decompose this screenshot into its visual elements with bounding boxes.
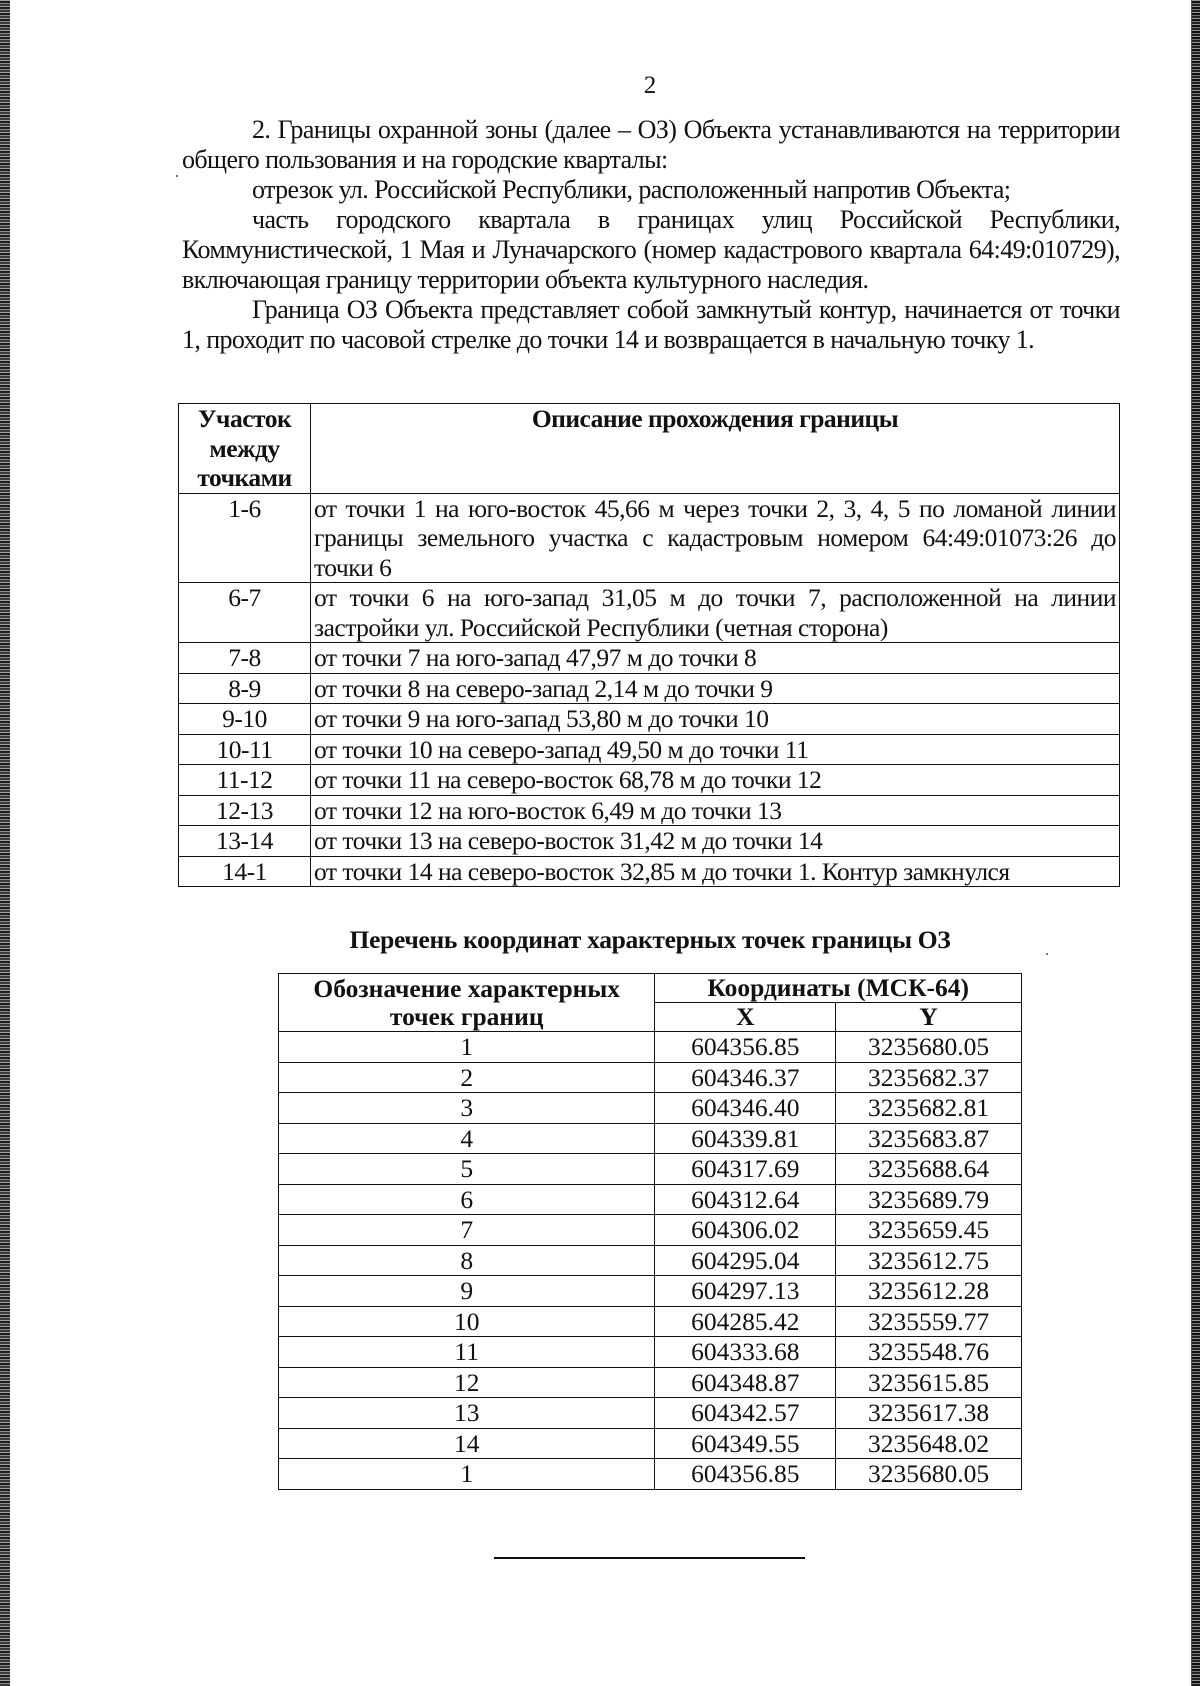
y-cell: 3235680.05 [836,1032,1022,1063]
paragraph-street-segment: отрезок ул. Российской Республики, расположенный напротив Объекта; [252,175,1011,204]
x-cell: 604312.64 [655,1184,836,1215]
y-cell: 3235688.64 [836,1154,1022,1185]
point-cell: 11 [279,1337,655,1368]
point-cell: 14 [279,1428,655,1459]
table-row [279,1123,1022,1154]
table-row [179,643,1120,674]
boundary-description-table [178,403,1120,887]
description-cell: от точки 1 на юго-восток 45,66 м через точки 2, 3, 4, 5 по ломаной линии границы земельного участка с кадастровым номером 64:49:01073:26 до точки 6 [311,493,1120,583]
segment-cell: 7-8 [179,643,311,674]
table-row [279,1032,1022,1063]
point-cell: 9 [279,1276,655,1307]
table-row [279,1276,1022,1307]
page-number: 2 [643,72,657,99]
point-cell: 6 [279,1184,655,1215]
description-cell: от точки 9 на юго-запад 53,80 м до точки 10 [311,704,1120,735]
description-cell: от точки 13 на северо-восток 31,42 м до точки 14 [311,826,1120,857]
description-cell: от точки 14 на северо-восток 32,85 м до точки 1. Контур замкнулся [311,856,1120,887]
segment-cell: 1-6 [179,493,311,583]
scan-speck [1046,953,1048,955]
table-row [279,1245,1022,1276]
segment-cell: 11-12 [179,765,311,796]
end-of-document-rule [494,1557,805,1559]
y-cell: 3235689.79 [836,1184,1022,1215]
description-cell: от точки 11 на северо-восток 68,78 м до точки 12 [311,765,1120,796]
segment-cell: 6-7 [179,583,311,643]
y-cell: 3235682.81 [836,1093,1022,1124]
description-cell: от точки 8 на северо-запад 2,14 м до точки 9 [311,673,1120,704]
segment-cell: 14-1 [179,856,311,887]
table-row [179,765,1120,796]
table-row [179,583,1120,643]
segment-cell: 12-13 [179,795,311,826]
column-header-point: Обозначение характерных точек границ [279,974,655,1032]
point-cell: 7 [279,1215,655,1246]
table-row [279,1184,1022,1215]
table-row [179,704,1120,735]
x-cell: 604285.42 [655,1306,836,1337]
body-text [182,115,1120,355]
x-cell: 604356.85 [655,1459,836,1490]
x-cell: 604317.69 [655,1154,836,1185]
segment-cell: 8-9 [179,673,311,704]
scan-edge-right [1191,0,1200,1686]
table-row [179,856,1120,887]
table-row [279,1459,1022,1490]
x-cell: 604339.81 [655,1123,836,1154]
table-row [179,795,1120,826]
segment-cell: 10-11 [179,734,311,765]
column-header-coordinates: Координаты (МСК-64) [655,974,1022,1003]
column-header-segment: Участок между точками [179,404,311,494]
x-cell: 604297.13 [655,1276,836,1307]
y-cell: 3235615.85 [836,1367,1022,1398]
table-row [279,1093,1022,1124]
table-row [179,493,1120,583]
point-cell: 8 [279,1245,655,1276]
table-row [179,673,1120,704]
x-cell: 604348.87 [655,1367,836,1398]
scan-speck [176,175,178,177]
y-cell: 3235612.28 [836,1276,1022,1307]
y-cell: 3235548.76 [836,1337,1022,1368]
x-cell: 604346.40 [655,1093,836,1124]
table-row [279,1306,1022,1337]
point-cell: 4 [279,1123,655,1154]
y-cell: 3235683.87 [836,1123,1022,1154]
table-row [279,1367,1022,1398]
table-row [279,1154,1022,1185]
coordinates-title: Перечень координат характерных точек границы ОЗ [349,925,951,954]
y-cell: 3235648.02 [836,1428,1022,1459]
x-cell: 604356.85 [655,1032,836,1063]
segment-cell: 9-10 [179,704,311,735]
point-cell: 13 [279,1398,655,1429]
segment-cell: 13-14 [179,826,311,857]
table-row [179,734,1120,765]
point-cell: 2 [279,1062,655,1093]
x-cell: 604333.68 [655,1337,836,1368]
x-cell: 604295.04 [655,1245,836,1276]
x-cell: 604306.02 [655,1215,836,1246]
column-header-y: Y [836,1003,1022,1032]
description-cell: от точки 7 на юго-запад 47,97 м до точки 8 [311,643,1120,674]
point-cell: 5 [279,1154,655,1185]
y-cell: 3235682.37 [836,1062,1022,1093]
table-row [279,1215,1022,1246]
description-cell: от точки 10 на северо-запад 49,50 м до точки 11 [311,734,1120,765]
y-cell: 3235559.77 [836,1306,1022,1337]
table-header-row [279,974,1022,1003]
table-row [279,1428,1022,1459]
table-row [279,1398,1022,1429]
paragraph-contour: Граница ОЗ Объекта представляет собой замкнутый контур, начинается от точки 1, проходит по часовой стрелке до точки 14 и возвращается в начальную точку 1. [182,295,1120,354]
table-row [279,1337,1022,1368]
y-cell: 3235680.05 [836,1459,1022,1490]
point-cell: 1 [279,1032,655,1063]
column-header-x: X [655,1003,836,1032]
description-cell: от точки 12 на юго-восток 6,49 м до точки 13 [311,795,1120,826]
y-cell: 3235659.45 [836,1215,1022,1246]
scan-edge-left [0,0,10,1686]
y-cell: 3235612.75 [836,1245,1022,1276]
point-cell: 1 [279,1459,655,1490]
point-cell: 3 [279,1093,655,1124]
table-header-row [179,404,1120,494]
y-cell: 3235617.38 [836,1398,1022,1429]
table-row [179,826,1120,857]
point-cell: 10 [279,1306,655,1337]
paragraph-city-block: часть городского квартала в границах улиц Российской Республики, Коммунистической, 1 Мая и Луначарского (номер кадастрового квартала 64:49:010729), включающая границу территории объекта культурного наследия. [182,205,1120,294]
coordinates-table [278,973,1022,1490]
point-cell: 12 [279,1367,655,1398]
x-cell: 604349.55 [655,1428,836,1459]
column-header-description: Описание прохождения границы [311,404,1120,494]
x-cell: 604346.37 [655,1062,836,1093]
table-row [279,1062,1022,1093]
paragraph-zone-boundaries: 2. Границы охранной зоны (далее – ОЗ) Объекта устанавливаются на территории общего пользования и на городские кварталы: [182,115,1120,174]
x-cell: 604342.57 [655,1398,836,1429]
description-cell: от точки 6 на юго-запад 31,05 м до точки 7, расположенной на линии застройки ул. Российской Республики (четная сторона) [311,583,1120,643]
